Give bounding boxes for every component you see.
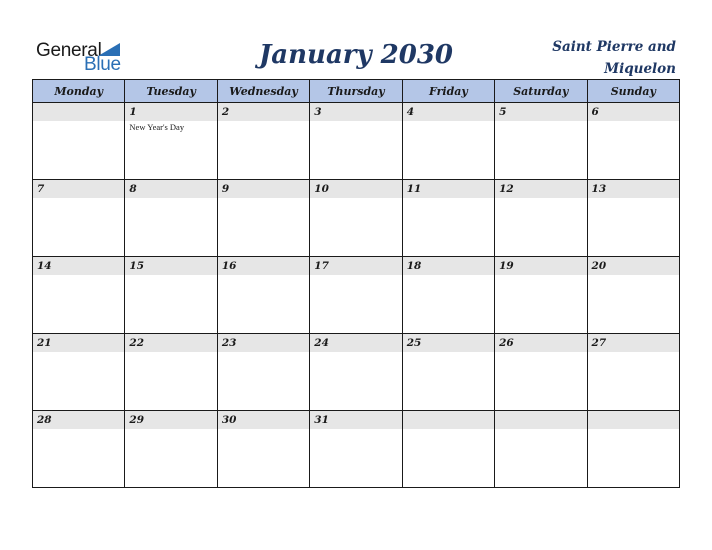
day-cell xyxy=(125,334,217,411)
day-number: 26 xyxy=(495,334,586,352)
day-number xyxy=(588,411,679,429)
day-number xyxy=(403,411,494,429)
day-cell xyxy=(587,180,679,257)
day-number: 20 xyxy=(588,257,679,275)
day-cell xyxy=(125,257,217,334)
day-cell xyxy=(33,103,125,180)
day-cell xyxy=(33,180,125,257)
generalblue-logo xyxy=(36,40,136,74)
day-cell xyxy=(495,411,587,488)
holiday-label xyxy=(588,198,679,199)
calendar-title: January 2030 xyxy=(258,40,454,70)
day-number: 2 xyxy=(218,103,309,121)
holiday-label xyxy=(310,198,401,199)
holiday-label xyxy=(125,198,216,199)
holiday-label xyxy=(33,429,124,430)
day-number: 7 xyxy=(33,180,124,198)
region-name: Saint Pierre and Miquelon xyxy=(552,39,676,77)
day-number: 16 xyxy=(218,257,309,275)
day-cell xyxy=(217,257,309,334)
day-number: 25 xyxy=(403,334,494,352)
holiday-label xyxy=(588,429,679,430)
day-number: 5 xyxy=(495,103,586,121)
holiday-label xyxy=(495,429,586,430)
day-number: 18 xyxy=(403,257,494,275)
logo-word-blue: Blue xyxy=(84,54,121,75)
holiday-label xyxy=(125,275,216,276)
day-cell xyxy=(217,411,309,488)
holiday-label xyxy=(495,121,586,122)
day-number: 28 xyxy=(33,411,124,429)
holiday-label xyxy=(218,198,309,199)
day-cell xyxy=(402,103,494,180)
day-cell xyxy=(402,334,494,411)
day-cell xyxy=(495,257,587,334)
weekday-header: Thursday xyxy=(310,80,402,103)
day-number: 27 xyxy=(588,334,679,352)
holiday-label xyxy=(218,429,309,430)
weekday-header: Saturday xyxy=(495,80,587,103)
day-cell xyxy=(587,257,679,334)
weekday-header: Monday xyxy=(33,80,125,103)
day-cell xyxy=(310,334,402,411)
day-number: 3 xyxy=(310,103,401,121)
day-number: 15 xyxy=(125,257,216,275)
holiday-label xyxy=(403,275,494,276)
holiday-label xyxy=(588,275,679,276)
day-number: 4 xyxy=(403,103,494,121)
day-number: 1 xyxy=(125,103,216,121)
day-cell xyxy=(587,103,679,180)
weekday-header: Tuesday xyxy=(125,80,217,103)
weekday-header-row xyxy=(33,80,680,103)
day-cell xyxy=(217,103,309,180)
holiday-label xyxy=(310,429,401,430)
holiday-label xyxy=(495,352,586,353)
day-number: 6 xyxy=(588,103,679,121)
day-number: 30 xyxy=(218,411,309,429)
holiday-label xyxy=(125,429,216,430)
holiday-label xyxy=(33,121,124,122)
holiday-label xyxy=(310,275,401,276)
holiday-label xyxy=(33,275,124,276)
day-number: 19 xyxy=(495,257,586,275)
day-number: 22 xyxy=(125,334,216,352)
day-cell xyxy=(310,411,402,488)
holiday-label xyxy=(495,198,586,199)
day-number: 29 xyxy=(125,411,216,429)
holiday-label xyxy=(218,352,309,353)
day-cell xyxy=(217,180,309,257)
day-cell xyxy=(125,411,217,488)
day-cell xyxy=(310,257,402,334)
day-cell xyxy=(33,411,125,488)
day-number xyxy=(33,103,124,121)
day-cell xyxy=(217,334,309,411)
day-cell xyxy=(33,257,125,334)
day-cell xyxy=(495,103,587,180)
day-cell xyxy=(33,334,125,411)
day-number: 23 xyxy=(218,334,309,352)
holiday-label xyxy=(403,198,494,199)
day-cell xyxy=(125,180,217,257)
day-number: 10 xyxy=(310,180,401,198)
weekday-header: Sunday xyxy=(587,80,679,103)
week-row xyxy=(33,180,680,257)
day-cell xyxy=(310,103,402,180)
week-row xyxy=(33,334,680,411)
day-number: 9 xyxy=(218,180,309,198)
day-number: 11 xyxy=(403,180,494,198)
holiday-label xyxy=(33,198,124,199)
day-cell xyxy=(310,180,402,257)
day-number: 14 xyxy=(33,257,124,275)
holiday-label xyxy=(403,429,494,430)
holiday-label xyxy=(310,352,401,353)
holiday-label xyxy=(495,275,586,276)
day-number xyxy=(495,411,586,429)
day-cell xyxy=(495,334,587,411)
holiday-label xyxy=(218,275,309,276)
holiday-label xyxy=(218,121,309,122)
holiday-label: New Year's Day xyxy=(129,122,185,132)
day-number: 8 xyxy=(125,180,216,198)
week-row xyxy=(33,257,680,334)
holiday-label xyxy=(403,352,494,353)
day-cell xyxy=(125,103,217,180)
holiday-label xyxy=(588,121,679,122)
day-number: 31 xyxy=(310,411,401,429)
week-row xyxy=(33,103,680,180)
day-number: 13 xyxy=(588,180,679,198)
holiday-label xyxy=(310,121,401,122)
holiday-label xyxy=(588,352,679,353)
weekday-header: Wednesday xyxy=(217,80,309,103)
holiday-label xyxy=(33,352,124,353)
weekday-header: Friday xyxy=(402,80,494,103)
calendar-grid xyxy=(32,79,680,488)
day-number: 17 xyxy=(310,257,401,275)
day-cell xyxy=(402,180,494,257)
holiday-label xyxy=(125,352,216,353)
day-cell xyxy=(587,411,679,488)
day-number: 21 xyxy=(33,334,124,352)
holiday-label xyxy=(403,121,494,122)
logo-word-general: General xyxy=(36,40,102,61)
day-cell xyxy=(402,411,494,488)
day-cell xyxy=(587,334,679,411)
day-cell xyxy=(402,257,494,334)
day-number: 12 xyxy=(495,180,586,198)
day-number: 24 xyxy=(310,334,401,352)
day-cell xyxy=(495,180,587,257)
week-row xyxy=(33,411,680,488)
